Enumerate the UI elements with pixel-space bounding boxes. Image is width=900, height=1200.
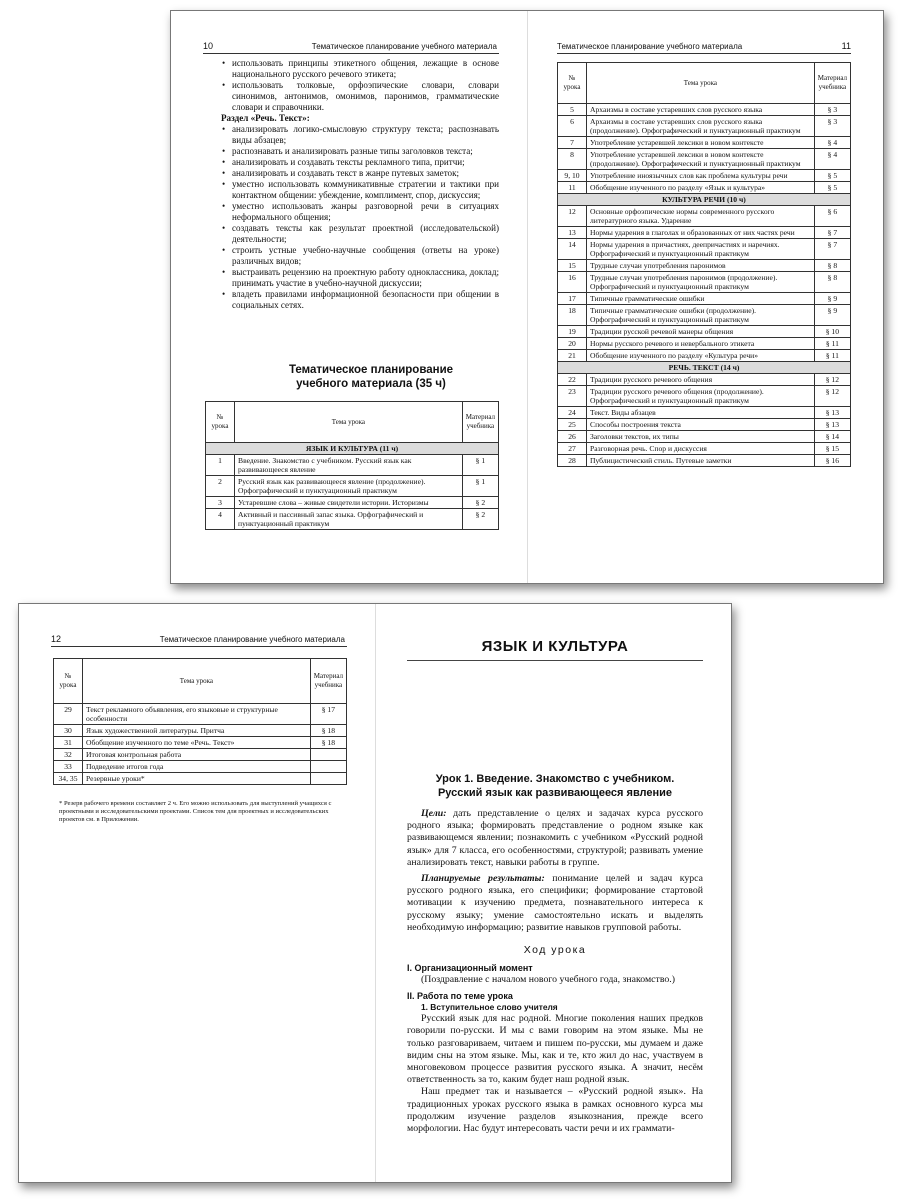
results-paragraph <box>407 873 703 934</box>
bullet-item: • выстраивать рецензию на проектную работу одноклассника, доклад; принимать участие в учебно-научной дискуссии; <box>221 267 499 289</box>
lesson-number: 27 <box>558 443 587 455</box>
lesson-number: 6 <box>558 116 587 137</box>
lesson-number: 3 <box>206 497 235 509</box>
table-row <box>558 260 851 272</box>
page-13 <box>407 604 703 1182</box>
lesson-topic: Употребление устаревшей лексики в новом контексте <box>587 137 815 149</box>
running-title: Тематическое планирование учебного материала <box>557 42 743 51</box>
running-title: Тематическое планирование учебного материала <box>159 635 345 644</box>
goals-label: Цели: <box>421 808 447 819</box>
lesson-number: 2 <box>206 476 235 497</box>
table-row <box>558 326 851 338</box>
textbook-section: § 11 <box>814 338 850 350</box>
lesson-number: 5 <box>558 104 587 116</box>
page-10-text <box>221 58 499 311</box>
table-row <box>558 137 851 149</box>
lesson-number: 21 <box>558 350 587 362</box>
lesson-number: 12 <box>558 206 587 227</box>
plan-title <box>243 363 499 391</box>
textbook-section: § 7 <box>814 227 850 239</box>
goals-text: дать представление о целях и задачах курса русского родного языка; формировать представление о родном языке как развивающемся явлении; познакомить с учебником «Русский родной язык» для 7 класса, его особенностями, структурой; развивать умение анализировать текст, навыки работы в группе. <box>407 808 703 868</box>
textbook-section: § 17 <box>310 704 346 725</box>
textbook-section <box>310 773 346 785</box>
page-fold <box>375 604 376 1182</box>
table-row <box>558 293 851 305</box>
lesson-number: 1 <box>206 455 235 476</box>
col-num: № урока <box>206 402 235 443</box>
table-row <box>54 704 347 725</box>
lesson-topic: Обобщение изученного по разделу «Культура речи» <box>587 350 815 362</box>
textbook-section: § 16 <box>814 455 850 467</box>
lesson-number: 31 <box>54 737 83 749</box>
chapter-rule <box>407 660 703 661</box>
lesson-number: 13 <box>558 227 587 239</box>
bullet-item: • анализировать и создавать тексты рекламного типа, притчи; <box>221 157 499 168</box>
lesson-topic: Традиции русской речевой манеры общения <box>587 326 815 338</box>
textbook-section: § 5 <box>814 182 850 194</box>
col-num: № урока <box>558 63 587 104</box>
lesson-number: 19 <box>558 326 587 338</box>
table-row <box>558 104 851 116</box>
textbook-section <box>310 749 346 761</box>
table-row <box>558 227 851 239</box>
textbook-section: § 14 <box>814 431 850 443</box>
table-row <box>558 149 851 170</box>
section-title: РЕЧЬ. ТЕКСТ (14 ч) <box>558 362 851 374</box>
lesson-body <box>407 808 703 1135</box>
page-number: 10 <box>203 41 214 51</box>
col-num: № урока <box>54 659 83 704</box>
lesson-topic: Способы построения текста <box>587 419 815 431</box>
textbook-section: § 4 <box>814 137 850 149</box>
lesson-topic: Русский язык как развивающееся явление (продолжение). Орфографический и пунктуационный практикум <box>235 476 463 497</box>
page-number: 12 <box>51 634 62 644</box>
table-row <box>54 749 347 761</box>
step-1-text: (Поздравление с началом нового учебного года, знакомство.) <box>421 974 675 986</box>
section-row <box>558 362 851 374</box>
textbook-section: § 15 <box>814 443 850 455</box>
textbook-section: § 13 <box>814 419 850 431</box>
results-text: понимание целей и задач курса русского родного языка, его специфики; формирование стартовой мотивации к изучению предмета, познавательного интереса к русскому языку; умение самостоятельно искать и выделять необходимую информацию; развитие навыков групповой работы. <box>407 873 703 933</box>
textbook-section: § 13 <box>814 407 850 419</box>
lesson-topic: Нормы ударения в глаголах и образованных от них частях речи <box>587 227 815 239</box>
col-material: Материал учебника <box>462 402 498 443</box>
page-12 <box>51 604 347 1182</box>
lesson-topic: Трудные случаи употребления паронимов <box>587 260 815 272</box>
bullet-item: • уместно использовать жанры разговорной речи в ситуациях неформального общения; <box>221 201 499 223</box>
lesson-plan-heading: Ход урока <box>523 944 587 957</box>
table-row <box>206 455 499 476</box>
textbook-section: § 5 <box>814 170 850 182</box>
plan-title-line: учебного материала (35 ч) <box>296 378 446 390</box>
lesson-topic: Нормы русского речевого и невербального этикета <box>587 338 815 350</box>
lesson-topic: Текст рекламного объявления, его языковые и структурные особенности <box>83 704 311 725</box>
section-row <box>558 194 851 206</box>
lesson-topic: Текст. Виды абзацев <box>587 407 815 419</box>
textbook-section: § 7 <box>814 239 850 260</box>
step-2-1-heading: 1. Вступительное слово учителя <box>421 1002 558 1013</box>
table-row <box>206 497 499 509</box>
lesson-topic: Язык художественной литературы. Притча <box>83 725 311 737</box>
col-topic: Тема урока <box>235 402 463 443</box>
chapter-title: ЯЗЫК И КУЛЬТУРА <box>481 638 629 655</box>
lesson-number: 4 <box>206 509 235 530</box>
bottom-spread <box>18 603 732 1183</box>
paragraph: Русский язык для нас родной. Многие поколения наших предков говорили по-русски. И мы с вами говорим на этом языке. Мы не только разговариваем, читаем и пишем по-русски, мы думаем и даже видим сны на этом языке. Мы, как и те, кто жил до нас, участвуем в многовековом процессе развития русского языка. А значит, несём ответственность за то, каким будет наш родной язык. <box>407 1013 703 1086</box>
lesson-number: 23 <box>558 386 587 407</box>
bullet-item: • анализировать и создавать текст в жанре путевых заметок; <box>221 168 499 179</box>
textbook-section: § 3 <box>814 116 850 137</box>
lesson-topic: Трудные случаи употребления паронимов (продолжение). Орфографический и пунктуационный практикум <box>587 272 815 293</box>
lesson-topic: Разговорная речь. Спор и дискуссия <box>587 443 815 455</box>
col-material: Материал учебника <box>814 63 850 104</box>
lesson-number: 9, 10 <box>558 170 587 182</box>
page-11 <box>557 11 851 583</box>
page-10-header <box>203 41 499 54</box>
section-title: ЯЗЫК И КУЛЬТУРА (11 ч) <box>206 443 499 455</box>
bullet-item: • уместно использовать коммуникативные стратегии и тактики при контактном общении: убеждение, комплимент, спор, дискуссия; <box>221 179 499 201</box>
table-row <box>558 182 851 194</box>
textbook-section: § 11 <box>814 350 850 362</box>
textbook-section: § 6 <box>814 206 850 227</box>
bullet-item: • анализировать логико-смысловую структуру текста; распознавать виды абзацев; <box>221 124 499 146</box>
section-heading: Раздел «Речь. Текст»: <box>221 113 310 123</box>
lesson-number: 17 <box>558 293 587 305</box>
lesson-topic: Обобщение изученного по теме «Речь. Текст» <box>83 737 311 749</box>
section-title: КУЛЬТУРА РЕЧИ (10 ч) <box>558 194 851 206</box>
running-title: Тематическое планирование учебного материала <box>311 42 497 51</box>
col-material: Материал учебника <box>310 659 346 704</box>
textbook-section: § 4 <box>814 149 850 170</box>
bullet-list <box>221 124 499 311</box>
lesson-title-line: Русский язык как развивающееся явление <box>437 787 673 799</box>
col-topic: Тема урока <box>587 63 815 104</box>
plan-table-1 <box>205 401 499 530</box>
lesson-topic: Резервные уроки* <box>83 773 311 785</box>
table-row <box>558 350 851 362</box>
lesson-number: 26 <box>558 431 587 443</box>
lesson-topic: Публицистический стиль. Путевые заметки <box>587 455 815 467</box>
lesson-number: 24 <box>558 407 587 419</box>
bullet-item: • создавать тексты как результат проектной (исследовательской) деятельности; <box>221 223 499 245</box>
table-row <box>558 338 851 350</box>
lesson-topic: Употребление иноязычных слов как проблема культуры речи <box>587 170 815 182</box>
lesson-number: 11 <box>558 182 587 194</box>
table-row <box>558 431 851 443</box>
table-row <box>558 374 851 386</box>
lesson-topic: Типичные грамматические ошибки <box>587 293 815 305</box>
lesson-topic: Итоговая контрольная работа <box>83 749 311 761</box>
lesson-number: 14 <box>558 239 587 260</box>
lesson-number: 32 <box>54 749 83 761</box>
plan-table-3 <box>53 658 347 785</box>
lesson-topic: Введение. Знакомство с учебником. Русский язык как развивающееся явление <box>235 455 463 476</box>
table-row <box>558 305 851 326</box>
lesson-number: 15 <box>558 260 587 272</box>
lesson-topic: Типичные грамматические ошибки (продолжение). Орфографический и пунктуационный практикум <box>587 305 815 326</box>
lesson-topic: Нормы ударения в причастиях, деепричастиях и наречиях. Орфографический и пунктуационный практикум <box>587 239 815 260</box>
textbook-section: § 1 <box>462 455 498 476</box>
lesson-topic: Традиции русского речевого общения <box>587 374 815 386</box>
page-fold <box>527 11 528 583</box>
lesson-topic: Подведение итогов года <box>83 761 311 773</box>
top-spread <box>170 10 884 584</box>
table-row <box>558 407 851 419</box>
results-label: Планируемые результаты: <box>421 873 545 885</box>
table-row <box>54 737 347 749</box>
section-row <box>206 443 499 455</box>
textbook-section: § 10 <box>814 326 850 338</box>
textbook-section: § 9 <box>814 305 850 326</box>
bullet-item: • владеть правилами информационной безопасности при общении в социальных сетях. <box>221 289 499 311</box>
table-row <box>558 206 851 227</box>
table-row <box>54 725 347 737</box>
table-header-row <box>558 63 851 104</box>
bullet-item: • распознавать и анализировать разные типы заголовков текста; <box>221 146 499 157</box>
table-row <box>558 170 851 182</box>
lesson-number: 28 <box>558 455 587 467</box>
lesson-title <box>407 772 703 800</box>
table-row <box>54 773 347 785</box>
textbook-section: § 2 <box>462 509 498 530</box>
textbook-section <box>310 761 346 773</box>
table-header-row <box>54 659 347 704</box>
paragraph: Наш предмет так и называется – «Русский родной язык». На традиционных уроках русского языка в рамках основного курса мы продолжим изучение разделов языкознания, прежде всего морфологии. Нас будут интересовать части речи и их граммати- <box>407 1086 703 1135</box>
textbook-section: § 8 <box>814 272 850 293</box>
lesson-topic: Обобщение изученного по разделу «Язык и культура» <box>587 182 815 194</box>
table-row <box>558 239 851 260</box>
table-row <box>206 509 499 530</box>
footnote: * Резерв рабочего времени составляет 2 ч. Его можно использовать для выступлений учащихся с проектными и исследовательскими проектами. Список тем для проектных и исследовательских проектов см. в Приложении. <box>59 800 332 823</box>
lesson-number: 7 <box>558 137 587 149</box>
textbook-section: § 3 <box>814 104 850 116</box>
step-1-heading: I. Организационный момент <box>407 963 533 974</box>
lesson-topic: Заголовки текстов, их типы <box>587 431 815 443</box>
bullet-item: • использовать принципы этикетного общения, лежащие в основе национального русского речевого этикета; <box>221 58 499 80</box>
page-12-header <box>51 634 347 647</box>
lesson-number: 20 <box>558 338 587 350</box>
lesson-number: 29 <box>54 704 83 725</box>
page-11-header <box>557 41 851 54</box>
step-2-heading: II. Работа по теме урока <box>407 991 513 1002</box>
textbook-section: § 9 <box>814 293 850 305</box>
lesson-number: 30 <box>54 725 83 737</box>
table-row <box>558 272 851 293</box>
textbook-section: § 12 <box>814 386 850 407</box>
lesson-number: 25 <box>558 419 587 431</box>
lesson-number: 33 <box>54 761 83 773</box>
page-10 <box>203 11 499 583</box>
lesson-number: 16 <box>558 272 587 293</box>
plan-table-2 <box>557 62 851 467</box>
plan-title-line: Тематическое планирование <box>288 364 454 376</box>
table-row <box>54 761 347 773</box>
col-topic: Тема урока <box>83 659 311 704</box>
table-row <box>558 386 851 407</box>
lesson-number: 8 <box>558 149 587 170</box>
textbook-section: § 2 <box>462 497 498 509</box>
lesson-topic: Устаревшие слова – живые свидетели истории. Историзмы <box>235 497 463 509</box>
lesson-title-line: Урок 1. Введение. Знакомство с учебником. <box>435 773 675 785</box>
lesson-number: 22 <box>558 374 587 386</box>
lesson-number: 18 <box>558 305 587 326</box>
bullet-item: • строить устные учебно-научные сообщения (ответы на уроке) различных видов; <box>221 245 499 267</box>
lesson-topic: Архаизмы в составе устаревших слов русского языка (продолжение). Орфографический и пунктуационный практикум <box>587 116 815 137</box>
bullet-list <box>221 58 499 113</box>
lesson-topic: Основные орфоэпические нормы современного русского литературного языка. Ударение <box>587 206 815 227</box>
page-number: 11 <box>841 41 851 51</box>
table-row <box>558 419 851 431</box>
table-row <box>558 455 851 467</box>
goals-paragraph <box>407 808 703 869</box>
textbook-section: § 8 <box>814 260 850 272</box>
table-header-row <box>206 402 499 443</box>
textbook-section: § 18 <box>310 737 346 749</box>
lesson-number: 34, 35 <box>54 773 83 785</box>
bullet-item: • использовать толковые, орфоэпические словари, словари синонимов, антонимов, омонимов, паронимов, грамматические словари и справочники. <box>221 80 499 113</box>
textbook-section: § 1 <box>462 476 498 497</box>
textbook-section: § 18 <box>310 725 346 737</box>
table-row <box>558 116 851 137</box>
textbook-section: § 12 <box>814 374 850 386</box>
table-row <box>206 476 499 497</box>
lesson-topic: Архаизмы в составе устаревших слов русского языка <box>587 104 815 116</box>
table-row <box>558 443 851 455</box>
lesson-topic: Традиции русского речевого общения (продолжение). Орфографический и пунктуационный практикум <box>587 386 815 407</box>
lesson-topic: Активный и пассивный запас языка. Орфографический и пунктуационный практикум <box>235 509 463 530</box>
lesson-topic: Употребление устаревшей лексики в новом контексте (продолжение). Орфографический и пунктуационный практикум <box>587 149 815 170</box>
